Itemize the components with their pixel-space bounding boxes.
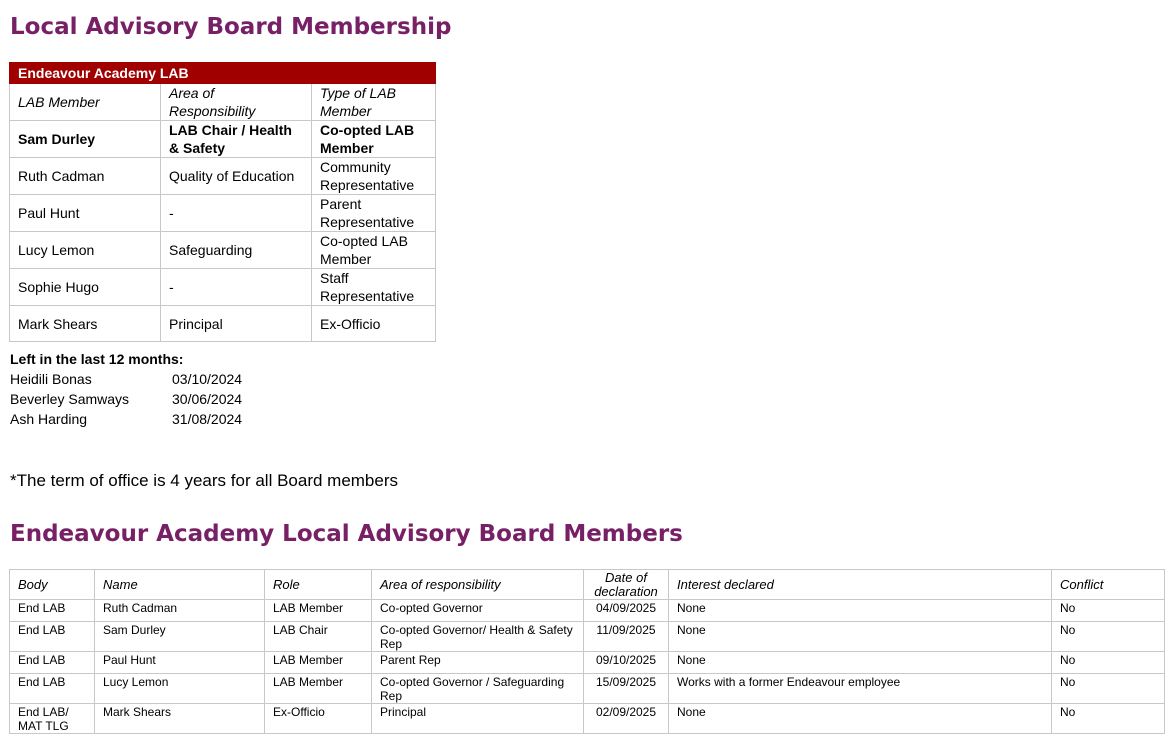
cell-name: Lucy Lemon	[95, 674, 265, 704]
member-area: -	[161, 195, 312, 232]
term-note: *The term of office is 4 years for all Board members	[10, 471, 399, 490]
member-area: Safeguarding	[161, 232, 312, 269]
cell-date: 09/10/2025	[584, 652, 669, 674]
cell-area: Co-opted Governor	[372, 600, 584, 622]
table-row	[10, 652, 1165, 674]
left-name: Beverley Samways	[10, 391, 130, 407]
member-type: Community Representative	[312, 158, 436, 195]
member-type: Staff Representative	[312, 269, 436, 306]
member-name: Paul Hunt	[10, 195, 161, 232]
cell-date: 11/09/2025	[584, 622, 669, 652]
list-item	[10, 369, 242, 389]
cell-body: End LAB	[10, 674, 95, 704]
table-row	[10, 232, 436, 269]
column-header: Type of LAB Member	[312, 84, 436, 121]
cell-interest: None	[669, 704, 1052, 734]
column-header: LAB Member	[10, 84, 161, 121]
list-item	[10, 389, 242, 409]
table-row	[10, 306, 436, 342]
left-name: Ash Harding	[10, 411, 88, 427]
table-row	[10, 158, 436, 195]
column-header: Area of Responsibility	[161, 84, 312, 121]
cell-conflict: No	[1052, 622, 1165, 652]
cell-conflict: No	[1052, 704, 1165, 734]
cell-date: 04/09/2025	[584, 600, 669, 622]
cell-name: Paul Hunt	[95, 652, 265, 674]
cell-body: End LAB	[10, 600, 95, 622]
member-name: Mark Shears	[10, 306, 161, 342]
member-name: Ruth Cadman	[10, 158, 161, 195]
column-header: Area of responsibility	[372, 570, 584, 600]
left-date: 30/06/2024	[172, 391, 243, 407]
page-title: Local Advisory Board Membership	[10, 14, 452, 40]
cell-body: End LAB	[10, 652, 95, 674]
cell-role: LAB Member	[265, 600, 372, 622]
cell-name: Sam Durley	[95, 622, 265, 652]
member-type: Ex-Officio	[312, 306, 436, 342]
member-area: -	[161, 269, 312, 306]
column-header: Conflict	[1052, 570, 1165, 600]
cell-area: Principal	[372, 704, 584, 734]
cell-interest: None	[669, 652, 1052, 674]
cell-conflict: No	[1052, 674, 1165, 704]
table-row	[10, 600, 1165, 622]
table-row	[10, 269, 436, 306]
cell-area: Parent Rep	[372, 652, 584, 674]
left-name: Heidili Bonas	[10, 371, 92, 387]
cell-body: End LAB/ MAT TLG	[10, 704, 95, 734]
cell-name: Ruth Cadman	[95, 600, 265, 622]
column-header: Role	[265, 570, 372, 600]
cell-conflict: No	[1052, 600, 1165, 622]
cell-date: 02/09/2025	[584, 704, 669, 734]
section-title: Endeavour Academy Local Advisory Board Members	[10, 521, 683, 547]
cell-area: Co-opted Governor/ Health & Safety Rep	[372, 622, 584, 652]
member-area: Quality of Education	[161, 158, 312, 195]
cell-role: Ex-Officio	[265, 704, 372, 734]
left-date: 31/08/2024	[172, 411, 243, 427]
cell-name: Mark Shears	[95, 704, 265, 734]
cell-body: End LAB	[10, 622, 95, 652]
cell-interest: None	[669, 622, 1052, 652]
column-header: Date of declaration	[584, 570, 669, 600]
members-declaration-table	[9, 569, 1165, 734]
table-row	[10, 674, 1165, 704]
member-name: Sam Durley	[10, 121, 161, 158]
column-header: Interest declared	[669, 570, 1052, 600]
member-name: Lucy Lemon	[10, 232, 161, 269]
left-date: 03/10/2024	[172, 371, 243, 387]
cell-role: LAB Member	[265, 674, 372, 704]
cell-interest: Works with a former Endeavour employee	[669, 674, 1052, 704]
column-header: Name	[95, 570, 265, 600]
cell-conflict: No	[1052, 652, 1165, 674]
cell-role: LAB Member	[265, 652, 372, 674]
cell-role: LAB Chair	[265, 622, 372, 652]
cell-area: Co-opted Governor / Safeguarding Rep	[372, 674, 584, 704]
member-type: Co-opted LAB Member	[312, 232, 436, 269]
table-row	[10, 195, 436, 232]
left-heading: Left in the last 12 months:	[10, 351, 184, 367]
member-area: Principal	[161, 306, 312, 342]
table-row	[10, 121, 436, 158]
table-row	[10, 622, 1165, 652]
member-type: Parent Representative	[312, 195, 436, 232]
table-row	[10, 704, 1165, 734]
member-area: LAB Chair / Health & Safety	[161, 121, 312, 158]
lab-membership-table	[9, 62, 436, 342]
member-type: Co-opted LAB Member	[312, 121, 436, 158]
cell-date: 15/09/2025	[584, 674, 669, 704]
cell-interest: None	[669, 600, 1052, 622]
list-item	[10, 409, 242, 429]
left-members-section	[10, 349, 242, 429]
column-header: Body	[10, 570, 95, 600]
lab-table-header: Endeavour Academy LAB	[10, 63, 436, 84]
member-name: Sophie Hugo	[10, 269, 161, 306]
